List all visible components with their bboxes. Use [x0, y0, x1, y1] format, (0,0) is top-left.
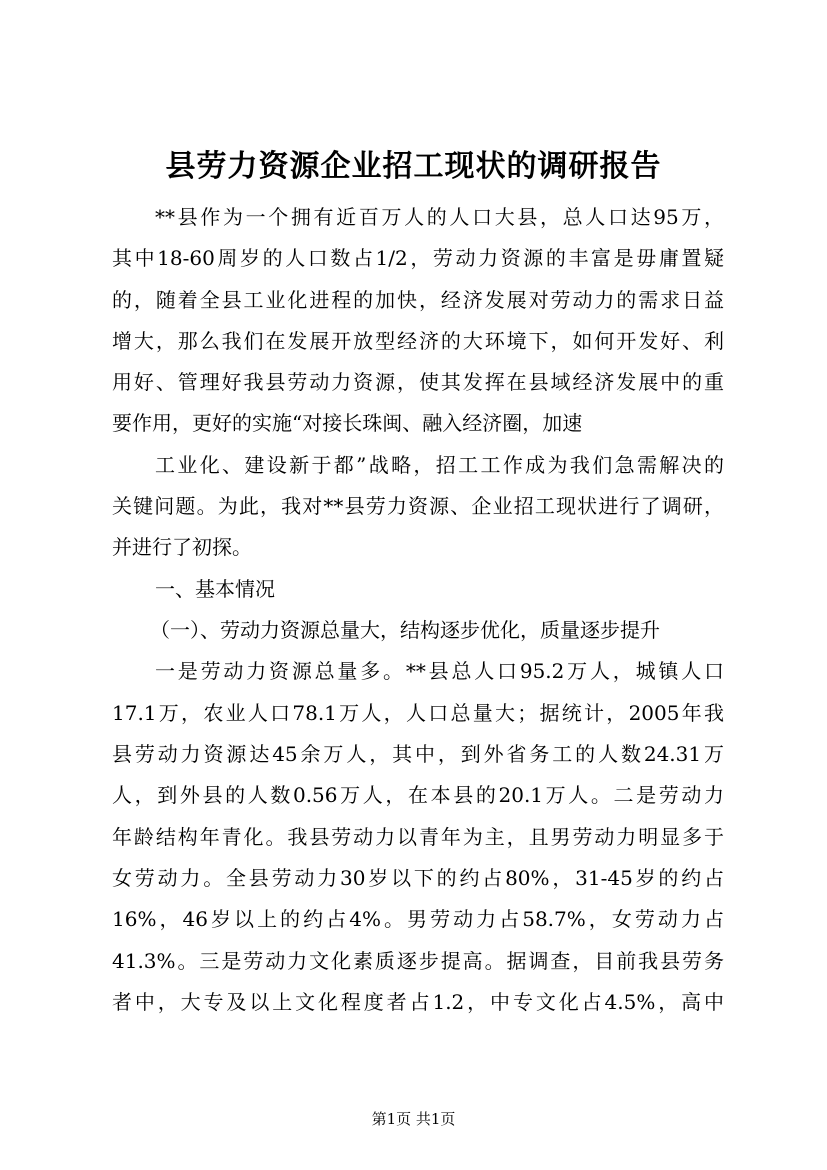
- body-line: **县作为一个拥有近百万人的人口大县，总人口达95万，: [155, 205, 724, 229]
- body-line: 41.3%。三是劳动力文化素质逐步提高。据调查，目前我县劳务: [112, 949, 724, 973]
- body-line: 增大，那么我们在发展开放型经济的大环境下，如何开发好、利: [112, 329, 724, 353]
- section-heading: 一、基本情况: [155, 577, 275, 601]
- body-line: 工业化、建设新于都”战略，招工工作成为我们急需解决的: [155, 453, 724, 477]
- body-line: 一是劳动力资源总量多。**县总人口95.2万人，城镇人口: [155, 659, 724, 683]
- body-line: 的，随着全县工业化进程的加快，经济发展对劳动力的需求日益: [112, 288, 724, 312]
- body-line: 年龄结构年青化。我县劳动力以青年为主，且男劳动力明显多于: [112, 825, 724, 849]
- body-line: 16%，46岁以上的约占4%。男劳动力占58.7%，女劳动力占: [112, 907, 724, 931]
- body-line: 人，到外县的人数0.56万人，在本县的20.1万人。二是劳动力: [112, 783, 724, 807]
- body-line: 关键问题。为此，我对**县劳力资源、企业招工现状进行了调研，: [112, 494, 724, 518]
- body-line: 者中，大专及以上文化程度者占1.2，中专文化占4.5%，高中: [112, 990, 724, 1014]
- body-line: 并进行了初探。: [112, 535, 252, 559]
- body-line: 要作用，更好的实施“对接长珠闽、融入经济圈，加速: [112, 411, 583, 435]
- body-line: 用好、管理好我县劳动力资源，使其发挥在县域经济发展中的重: [112, 370, 724, 394]
- document-title: 县劳力资源企业招工现状的调研报告: [165, 149, 662, 184]
- body-line: 县劳动力资源达45余万人，其中，到外省务工的人数24.31万: [112, 742, 724, 766]
- subsection-heading: （一）、劳动力资源总量大，结构逐步优化，质量逐步提升: [150, 618, 660, 642]
- body-line: 其中18-60周岁的人口数占1/2，劳动力资源的丰富是毋庸置疑: [112, 246, 724, 270]
- page-footer: 第1页 共1页: [371, 1110, 456, 1128]
- body-line: 17.1万，农业人口78.1万人，人口总量大；据统计，2005年我: [112, 701, 724, 725]
- body-line: 女劳动力。全县劳动力30岁以下的约占80%，31-45岁的约占: [112, 866, 724, 890]
